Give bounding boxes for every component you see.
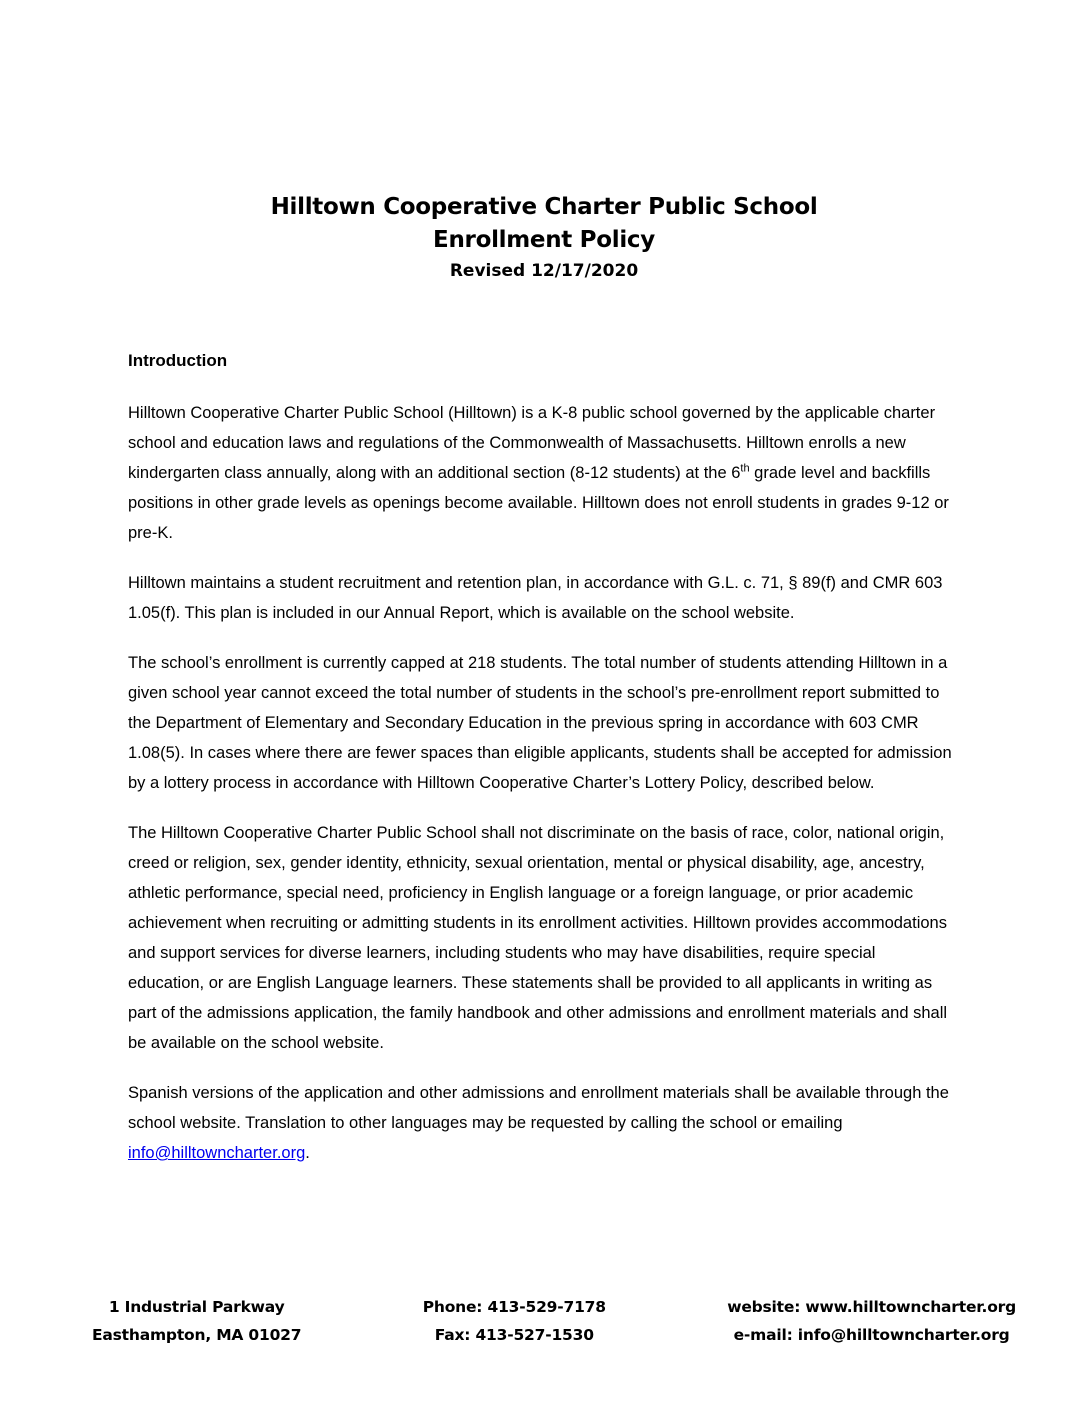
page-footer xyxy=(0,1293,1088,1349)
footer-website: website: www.hilltowncharter.org xyxy=(727,1298,1016,1316)
footer-fax: Fax: 413-527-1530 xyxy=(434,1326,594,1344)
paragraph-intro-text-before: Hilltown Cooperative Charter Public School (Hilltown) is a K-8 public school governed by the applicable charter school and education laws and regulations of the Commonwealth of Massachusetts. Hilltown enrolls a new kindergarten class annually, along with an additional section (8-12 students) at the 6 xyxy=(128,404,936,482)
footer-phone-fax xyxy=(423,1293,606,1349)
footer-phone: Phone: 413-529-7178 xyxy=(422,1298,606,1316)
footer-email: e-mail: info@hilltowncharter.org xyxy=(733,1326,1010,1344)
document-body xyxy=(0,346,1088,1168)
page-title: Hilltown Cooperative Charter Public School xyxy=(270,194,818,220)
paragraph-enrollment-cap: The school’s enrollment is currently capped at 218 students. The total number of students attending Hilltown in a given school year cannot exceed the total number of students in the school’s pre-enrollment report submitted to the Department of Elementary and Secondary Education in the previous spring in accordance with 603 CMR 1.08(5). In cases where there are fewer spaces than eligible applicants, students shall be accepted for admission by a lottery process in accordance with Hilltown Cooperative Charter’s Lottery Policy, described below. xyxy=(128,654,952,792)
paragraph-recruitment-plan: Hilltown maintains a student recruitment and retention plan, in accordance with G.L. c. 71, § 89(f) and CMR 603 1.05(f). This plan is included in our Annual Report, which is available on the school website. xyxy=(128,574,943,622)
email-link[interactable]: info@hilltowncharter.org xyxy=(128,1144,306,1162)
section-heading: Introduction xyxy=(128,351,228,370)
paragraph-intro xyxy=(128,398,955,548)
paragraph-translations xyxy=(128,1078,955,1168)
footer-address-line2: Easthampton, MA 01027 xyxy=(92,1326,302,1344)
footer-address xyxy=(92,1293,301,1349)
paragraph-intro-text-after: grade level and backfills positions in other grade levels as openings become available. Hilltown does not enroll students in grades 9-12 or pre-K. xyxy=(128,464,949,542)
title-block xyxy=(0,0,1088,284)
revision-date: Revised 12/17/2020 xyxy=(449,261,639,281)
paragraph-nondiscrimination: The Hilltown Cooperative Charter Public School shall not discriminate on the basis of race, color, national origin, creed or religion, sex, gender identity, ethnicity, sexual orientation, mental or physical disability, age, ancestry, athletic performance, special need, proficiency in English language or a foreign language, or prior academic achievement when recruiting or admitting students in its enrollment activities. Hilltown provides accommodations and support services for diverse learners, including students who may have disabilities, require special education, or are English Language learners. These statements shall be provided to all applicants in writing as part of the admissions application, the family handbook and other admissions and enrollment materials and shall be available on the school website. xyxy=(128,824,948,1052)
paragraph-translations-period: . xyxy=(305,1144,310,1162)
paragraph-translations-text: Spanish versions of the application and other admissions and enrollment materials shall be available through the school website. Translation to other languages may be requested by calling the school or emailing xyxy=(128,1084,949,1132)
ordinal-superscript: th xyxy=(740,462,750,475)
page-subtitle: Enrollment Policy xyxy=(433,227,655,253)
footer-web-email xyxy=(727,1293,1016,1349)
footer-address-line1: 1 Industrial Parkway xyxy=(108,1298,285,1316)
